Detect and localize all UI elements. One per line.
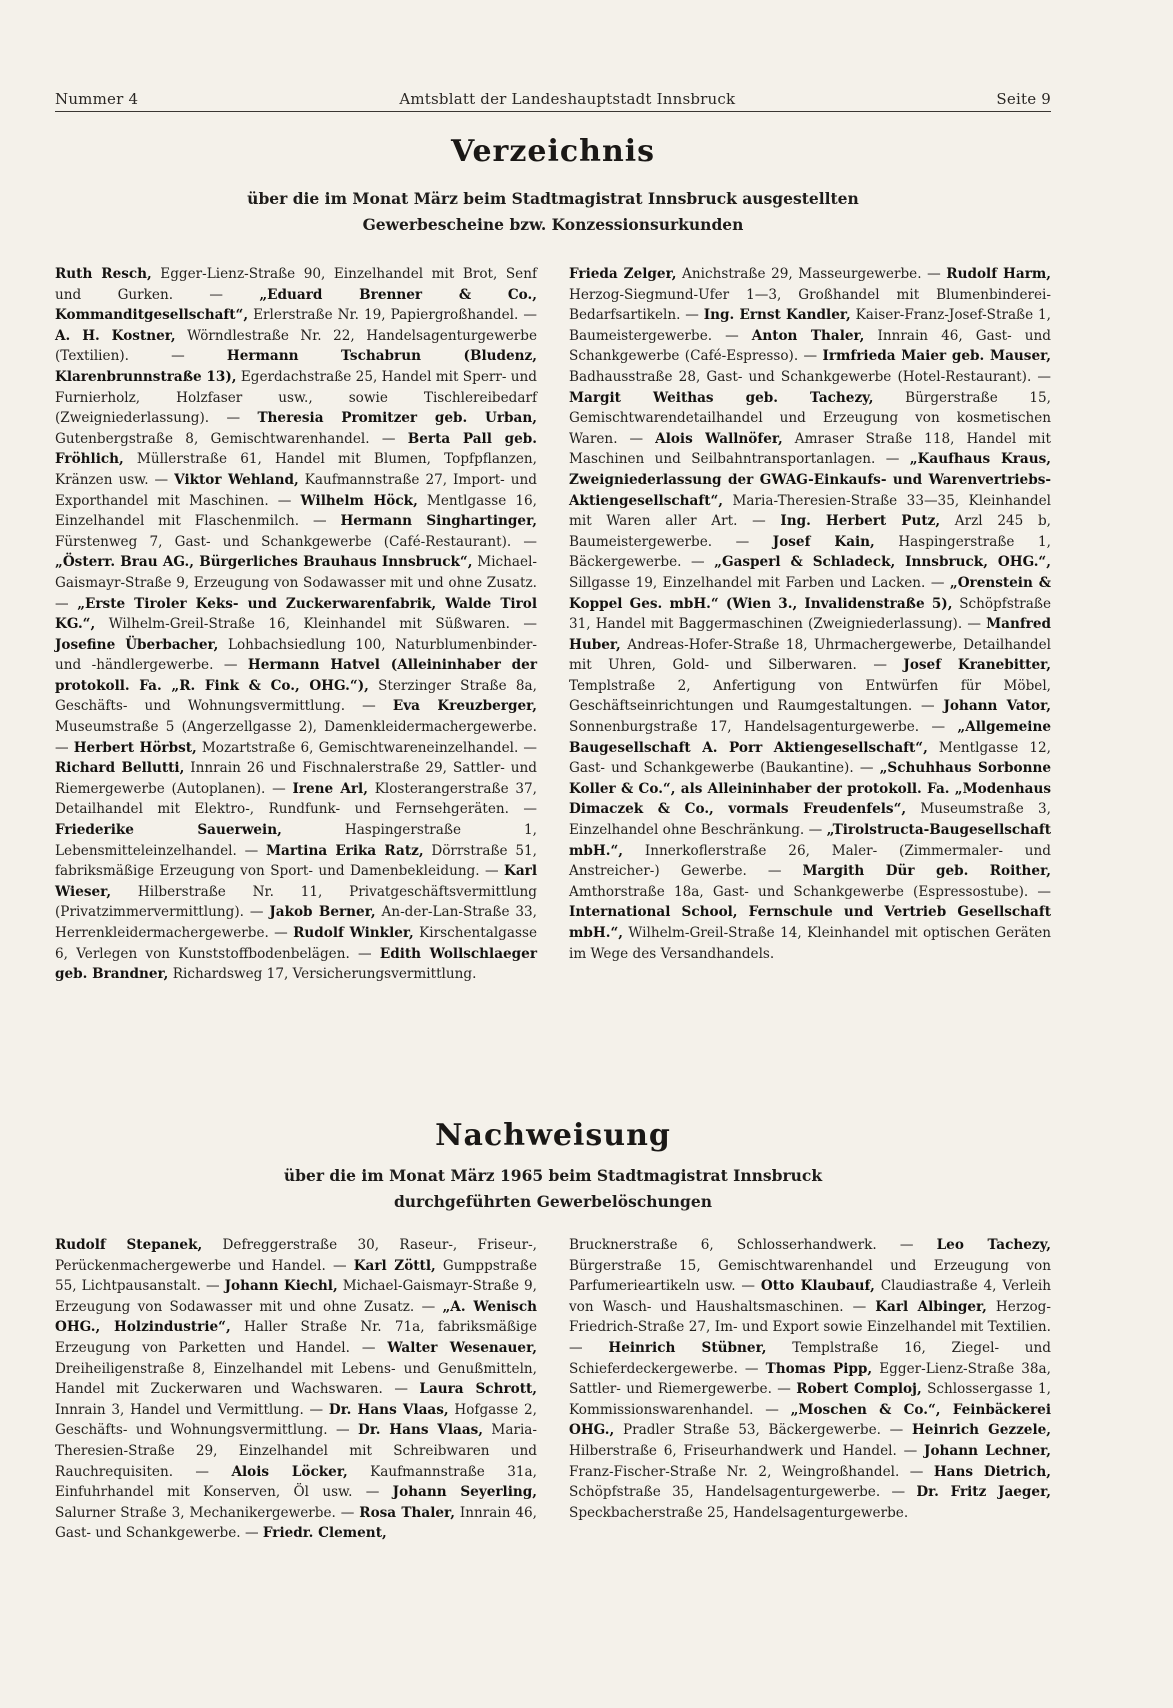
register-entry — [55, 596, 537, 633]
page-header — [55, 86, 1051, 108]
entry-name: Rudolf Stepanek, — [55, 1237, 203, 1253]
entry-name: Rudolf Winkler, — [293, 925, 414, 941]
entry-name: Margit Weithas geb. Tachezy, — [569, 389, 874, 406]
entry-text: Egger-Lienz-Straße 38a, Sattler- und Riemergewerbe. — [569, 1360, 1051, 1398]
entry-text: Templstraße 2, Anfertigung von Entwürfen für Möbel, Geschäftseinrichtungen und Raumgestaltungen. — [569, 677, 1051, 715]
entry-separator: — — [1031, 368, 1052, 385]
entry-name: Karl Wieser, — [55, 863, 537, 900]
entry-text: Richardsweg 17, Versicherungsvermittlung. — [168, 966, 477, 983]
entry-text: Innerkoflerstraße 26, Maler- (Zimmermaler- und Anstreicher-) Gewerbe. — [569, 842, 1051, 880]
entry-name: Jakob Berner, — [269, 904, 376, 921]
entry-separator: — — [265, 780, 293, 797]
entry-text: Herzog-Friedrich-Straße 27, Im- und Export sowie Einzelhandel mit Textilien. — [569, 1298, 1051, 1336]
register-entry — [55, 554, 537, 591]
entry-text: Badhausstraße 28, Gast- und Schankgewerbe (Hotel-Restaurant). — [569, 368, 1032, 385]
subtitle-line: Gewerbescheine bzw. Konzessionsurkunden — [362, 215, 744, 234]
entry-separator: — — [880, 1484, 917, 1501]
register-entry — [569, 266, 922, 282]
entry-separator: — — [236, 842, 266, 859]
entry-name: Anton Thaler, — [751, 327, 865, 344]
entry-separator: — — [921, 266, 947, 282]
entry-text: Dreiheiligenstraße 8, Einzelhandel mit Lebens- und Genußmitteln, Handel mit Zuckerwaren und Wachswaren. — [55, 1360, 537, 1398]
entry-separator: — — [912, 698, 944, 715]
entry-text: Hilberstraße Nr. 11, Privatgeschäftsvermittlung (Privatzimmervermittlung). — [55, 883, 537, 921]
entry-separator: — — [335, 1504, 360, 1521]
entry-separator: — — [508, 801, 537, 818]
section-subtitle-verzeichnis — [55, 186, 1051, 238]
entry-name: Johann Seyerling, — [392, 1484, 537, 1501]
entry-separator: — — [128, 348, 227, 365]
section-title-nachweisung: Nachweisung — [435, 1118, 671, 1153]
entry-text: Templstraße 16, Ziegel- und Schieferdeckergewerbe. — [569, 1339, 1052, 1377]
entry-separator: — — [919, 719, 958, 736]
entry-separator: — — [209, 410, 258, 427]
entry-text: Claudiastraße 4, Verleih von Wasch- und Haushaltsmaschinen. — [569, 1278, 1051, 1315]
entry-separator: — — [856, 657, 904, 674]
entry-name: Johann Vator, — [943, 698, 1051, 715]
entry-text: Pradler Straße 53, Bäckergewerbe. — [614, 1422, 881, 1439]
entry-name: Ruth Resch, — [55, 266, 152, 282]
publication-title: Amtsblatt der Landeshauptstadt Innsbruck — [399, 90, 736, 108]
entry-name: „Moschen & Co.“, Feinbäckerei OHG., — [569, 1401, 1051, 1439]
entry-text: Schöpfstraße 31, Handel mit Baggermaschinen (Zweigniederlassung). — [569, 595, 1051, 633]
entry-separator: — — [1028, 883, 1051, 900]
entry-text: Amraser Straße 118, Handel mit Maschinen und Seilbahntransportanlagen. — [569, 430, 1051, 468]
entry-text: Gumppstraße 55, Lichtpausanstalt. — [55, 1257, 537, 1295]
entry-separator: — — [327, 1422, 359, 1439]
entry-name: Karl Zöttl, — [353, 1257, 436, 1274]
entry-separator: — — [352, 1484, 393, 1501]
entry-text: Michael-Gaismayr-Straße 9, Erzeugung von Sodawasser mit und ohne Zusatz. — [55, 554, 538, 591]
entry-text: Hilberstraße 6, Friseurhandwerk und Handel. — [569, 1442, 897, 1459]
entry-separator: — — [875, 451, 910, 468]
entry-separator: — — [804, 822, 827, 839]
entry-name: Ing. Ernst Kandler, — [703, 307, 851, 324]
entry-text: Herzog-Siegmund-Ufer 1—3, Großhandel mit Blumenbinderei-Bedarfsartikeln. — [569, 286, 1051, 324]
section-subtitle-nachweisung — [55, 1163, 1051, 1215]
entry-separator: — — [843, 1298, 876, 1315]
subtitle-line: durchgeführten Gewerbelöschungen — [393, 1192, 713, 1211]
entry-name: Eva Kreuzberger, — [392, 698, 538, 715]
entry-text: Arzl 245 b, Baumeistergewerbe. — [569, 513, 1051, 550]
entry-name: Berta Pall geb. Fröhlich, — [55, 430, 537, 468]
entry-text: Hofgasse 2, Geschäfts- und Wohnungsvermittlung. — [55, 1401, 537, 1439]
entry-name: Rosa Thaler, — [359, 1504, 455, 1521]
entry-name: „Österr. Brau AG., Bürgerliches Brauhaus Innsbruck“, — [55, 554, 473, 571]
entry-name: Friedr. Clement, — [262, 1525, 387, 1542]
entry-name: Alois Löcker, — [231, 1463, 348, 1480]
entry-text: An-der-Lan-Straße 33, Herrenkleidermachergewerbe. — [55, 904, 537, 941]
entry-separator: — — [746, 863, 803, 880]
entry-name: Heinrich Stübner, — [608, 1339, 767, 1356]
entry-text: Museumstraße 5 (Angerzellgasse 2), Damenkleidermachergewerbe. — [55, 719, 537, 736]
entry-text: Bürgerstraße 15, Gemischtwarendetailhandel und Erzeugung von kosmetischen Waren. — [569, 389, 1051, 447]
entry-separator: — — [173, 1463, 232, 1480]
entry-separator: — — [200, 1278, 225, 1295]
entry-text: Defreggerstraße 30, Raseur-, Friseur-, Perückenmachergewerbe und Handel. — [55, 1237, 537, 1274]
entry-separator: — — [569, 1339, 609, 1356]
entry-text: Erlerstraße Nr. 19, Papiergroßhandel. — [248, 307, 519, 324]
entry-separator: — — [349, 945, 380, 962]
entry-name: International School, Fernschule und Vertrieb Gesellschaft mbH.“, — [569, 904, 1051, 941]
entry-name: „A. Wenisch OHG., Holzindustrie“, — [55, 1298, 537, 1336]
entry-name: Thomas Pipp, — [765, 1360, 873, 1377]
register-entry — [74, 740, 519, 756]
entry-name: Johann Lechner, — [924, 1442, 1051, 1459]
entry-name: Walter Wesenauer, — [387, 1339, 537, 1356]
entry-separator: — — [896, 1442, 925, 1459]
entry-name: Edith Wollschlaeger geb. Brandner, — [55, 945, 537, 983]
entry-text: Haller Straße Nr. 71a, fabriksmäßige Erzeugung von Parketten und Handel. — [55, 1319, 537, 1356]
entry-text: Speckbacherstraße 25, Handelsagenturgewerbe. — [569, 1504, 909, 1521]
verzeichnis-columns — [55, 264, 1051, 985]
entry-text: Innrain 3, Handel und Vermittlung. — [55, 1401, 304, 1418]
nachweisung-column-right — [569, 1235, 1051, 1544]
entry-text: Egerdachstraße 25, Handel mit Sperr- und Furnierholz, Holzfaser usw., sowie Tischlereibedarf (Zweigniederlassung). — [55, 368, 537, 427]
entry-name: Karl Albinger, — [875, 1298, 987, 1315]
entry-text: Haspingerstraße 1, Bäckergewerbe. — [569, 533, 1051, 571]
entry-name: Alois Wallnöfer, — [655, 430, 783, 447]
entry-text: Klosterangerstraße 37, Detailhandel mit Elektro-, Rundfunk- und Fernsehgeräten. — [55, 780, 537, 818]
entry-separator: — — [325, 1257, 354, 1274]
entry-text: Schlossergasse 1, Kommissionswarenhandel. — [569, 1381, 1051, 1418]
entry-separator: — — [617, 430, 656, 447]
entry-separator: — — [712, 327, 752, 344]
entry-separator: — — [173, 286, 260, 303]
entry-name: „Orenstein & Koppel Ges. mbH.“ (Wien 3., Invalidenstraße 5), — [569, 574, 1051, 612]
entry-separator: — — [737, 1360, 766, 1377]
entry-separator: — — [148, 471, 175, 488]
entry-separator: — — [240, 1525, 263, 1542]
entry-name: Hans Dietrich, — [933, 1463, 1051, 1480]
entry-name: Ing. Herbert Putz, — [780, 513, 941, 530]
entry-text: Müllerstraße 61, Handel mit Blumen, Topfpflanzen, Kränzen usw. — [55, 451, 537, 488]
entry-separator: — — [518, 739, 537, 756]
entry-separator: — — [243, 904, 270, 921]
entry-name: „Tirolstructa-Baugesellschaft mbH.“, — [569, 822, 1051, 859]
entry-separator: — — [268, 492, 301, 509]
nachweisung-columns — [55, 1235, 1051, 1544]
entry-name: Josef Kain, — [772, 533, 875, 550]
entry-name: „Eduard Brenner & Co., Kommanditgesellschaft“, — [55, 286, 537, 324]
entry-separator: — — [213, 657, 248, 674]
header-divider — [55, 111, 1051, 112]
subtitle-line: über die im Monat März beim Stadtmagistrat Innsbruck ausgestellten — [247, 189, 859, 208]
entry-separator: — — [899, 1463, 934, 1480]
entry-separator: — — [735, 1278, 761, 1295]
entry-name: „Kaufhaus Kraus, Zweigniederlassung der GWAG-Einkaufs- und Warenvertriebs-Aktiengesellschaft“, — [569, 451, 1051, 509]
entry-separator: — — [511, 533, 537, 550]
entry-separator: — — [303, 1401, 329, 1418]
entry-separator: — — [518, 307, 537, 324]
entry-text: Fürstenweg 7, Gast- und Schankgewerbe (Café-Restaurant). — [55, 533, 512, 550]
entry-name: A. H. Kostner, — [55, 327, 176, 344]
entry-name: „Allgemeine Baugesellschaft A. Porr Aktiengesellschaft“, — [569, 719, 1051, 756]
entry-name: Dr. Hans Vlaas, — [358, 1422, 484, 1439]
entry-name: Irene Arl, — [292, 780, 368, 797]
entry-text: Wilhelm-Greil-Straße 16, Kleinhandel mit Süßwaren. — [95, 616, 510, 633]
entry-name: Theresia Promitzer geb. Urban, — [257, 410, 537, 427]
entry-text: Franz-Fischer-Straße Nr. 2, Weingroßhandel. — [569, 1463, 900, 1480]
register-entry — [569, 1237, 877, 1253]
entry-name: Heinrich Gezzele, — [911, 1422, 1051, 1439]
entry-name: Dr. Hans Vlaas, — [328, 1401, 449, 1418]
entry-text: Michael-Gaismayr-Straße 9, Erzeugung von Sodawasser mit und ohne Zusatz. — [55, 1278, 537, 1315]
entry-separator: — — [479, 863, 505, 880]
entry-separator: — — [712, 533, 773, 550]
entry-separator: — — [268, 925, 294, 941]
entry-name: Richard Bellutti, — [55, 760, 185, 777]
entry-separator: — — [55, 739, 74, 756]
entry-name: Frieda Zelger, — [569, 266, 677, 282]
entry-text: Gutenbergstraße 8, Gemischtwarenhandel. — [55, 430, 370, 447]
entry-name: Josefine Überbacher, — [55, 636, 219, 653]
verzeichnis-column-right — [569, 264, 1051, 985]
entry-separator: — — [876, 1237, 937, 1253]
entry-name: Leo Tachezy, — [936, 1237, 1051, 1253]
entry-text: Maria-Theresien-Straße 29, Einzelhandel mit Schreibwaren und Rauchrequisiten. — [55, 1422, 537, 1480]
entry-text: Dörrstraße 51, fabriksmäßige Erzeugung von Sport- und Damenbekleidung. — [55, 842, 537, 880]
entry-separator: — — [345, 698, 393, 715]
entry-separator: — — [771, 1381, 797, 1398]
entry-text: Wilhelm-Greil-Straße 14, Kleinhandel mit optischen Geräten im Wege des Versandhandels. — [569, 925, 1051, 962]
entry-text: Sillgasse 19, Einzelhandel mit Farben und Lacken. — [569, 574, 926, 591]
entry-name: Hermann Tschabrun (Bludenz, Klarenbrunnstraße 13), — [55, 348, 537, 385]
entry-name: Manfred Huber, — [569, 616, 1051, 653]
entry-name: Margith Dür geb. Roither, — [802, 863, 1051, 880]
entry-text: Amthorstraße 18a, Gast- und Schankgewerbe (Espressostube). — [569, 883, 1029, 900]
entry-text: Innrain 46, Gast- und Schankgewerbe. — [55, 1504, 537, 1542]
entry-separator: — — [753, 1401, 791, 1418]
entry-name: Wilhelm Höck, — [300, 492, 418, 509]
entry-text: Museumstraße 3, Einzelhandel ohne Beschränkung. — [569, 801, 1051, 839]
entry-name: Rudolf Harm, — [946, 266, 1051, 282]
entry-separator: — — [382, 1381, 420, 1398]
verzeichnis-column-left — [55, 264, 537, 985]
entry-separator: — — [414, 1298, 443, 1315]
entry-name: „Gasperl & Schladeck, Innsbruck, OHG.“, — [714, 554, 1051, 571]
entry-name: Hermann Singhartinger, — [340, 513, 537, 530]
entry-separator: — — [681, 554, 715, 571]
entry-text: Kaiser-Franz-Josef-Straße 1, Baumeistergewerbe. — [569, 307, 1051, 344]
entry-text: Kaufmannstraße 31a, Einfuhrhandel mit Konserven, Öl usw. — [55, 1463, 537, 1501]
nachweisung-column-left — [55, 1235, 537, 1544]
entry-separator: — — [962, 616, 987, 633]
entry-name: Dr. Fritz Jaeger, — [916, 1484, 1051, 1501]
entry-name: „Schuhhaus Sorbonne Koller & Co.“, als Alleininhaber der protokoll. Fa. „Modenhaus Dimaczek & Co., vormals Freudenfels“, — [569, 760, 1051, 818]
entry-separator: — — [349, 1339, 388, 1356]
entry-text: Anichstraße 29, Masseurgewerbe. — [676, 266, 922, 282]
entry-text: Mozartstraße 6, Gemischtwareneinzelhandel. — [196, 739, 519, 756]
entry-text: Egger-Lienz-Straße 90, Einzelhandel mit Brot, Senf und Gurken. — [55, 266, 538, 303]
entry-name: Otto Klaubauf, — [760, 1278, 875, 1295]
entry-separator: — — [880, 1422, 912, 1439]
entry-text: Sonnenburgstraße 17, Handelsagenturgewerbe. — [569, 719, 920, 736]
entry-text: Sterzinger Straße 8a, Geschäfts- und Wohnungsvermittlung. — [55, 677, 537, 715]
entry-separator: — — [737, 513, 781, 530]
entry-text: Salurner Straße 3, Mechanikergewerbe. — [55, 1504, 336, 1521]
entry-name: Josef Kranebitter, — [903, 657, 1052, 674]
entry-text: Maria-Theresien-Straße 33—35, Kleinhandel mit Waren aller Art. — [569, 492, 1051, 530]
entry-text: Lohbachsiedlung 100, Naturblumenbinder- und -händlergewerbe. — [55, 636, 537, 674]
entry-separator: — — [798, 348, 823, 365]
issue-number: Nummer 4 — [55, 90, 139, 108]
entry-text: Wörndlestraße Nr. 22, Handelsagenturgewerbe (Textilien). — [55, 327, 537, 365]
entry-separator: — — [299, 513, 341, 530]
register-entry — [263, 1525, 387, 1541]
entry-text: Mentlgasse 12, Gast- und Schankgewerbe (Baukantine). — [569, 739, 1051, 777]
entry-text: Bürgerstraße 15, Gemischtwarenhandel und Erzeugung von Parfumerieartikeln usw. — [569, 1257, 1051, 1295]
entry-name: Hermann Hatvel (Alleininhaber der protokoll. Fa. „R. Fink & Co., OHG.“), — [55, 657, 537, 694]
entry-name: Laura Schrott, — [419, 1381, 537, 1398]
entry-name: Robert Comploj, — [796, 1381, 922, 1398]
entry-separator: — — [369, 430, 408, 447]
entry-text: Schöpfstraße 35, Handelsagenturgewerbe. — [569, 1484, 881, 1501]
entry-name: Irmfrieda Maier geb. Mauser, — [822, 348, 1051, 365]
entry-text: Kirschentalgasse 6, Verlegen von Kunststoffbodenbelägen. — [55, 925, 537, 962]
entry-separator: — — [853, 760, 880, 777]
entry-text: Kaufmannstraße 27, Import- und Exporthandel mit Maschinen. — [55, 471, 537, 509]
entry-separator: — — [925, 574, 950, 591]
entry-separator: — — [680, 307, 704, 324]
entry-name: Friederike Sauerwein, — [55, 822, 282, 839]
entry-separator: — — [509, 616, 538, 633]
entry-text: Andreas-Hofer-Straße 18, Uhrmachergewerbe, Detailhandel mit Uhren, Gold- und Silberwaren. — [569, 636, 1051, 674]
entry-text: Mentlgasse 16, Einzelhandel mit Flaschenmilch. — [55, 492, 537, 530]
register-entry — [569, 904, 1051, 961]
entry-name: Viktor Wehland, — [174, 471, 299, 488]
subtitle-line: über die im Monat März 1965 beim Stadtmagistrat Innsbruck — [283, 1166, 823, 1185]
entry-separator: — — [55, 595, 78, 612]
entry-text: Innrain 46, Gast- und Schankgewerbe (Café-Espresso). — [569, 327, 1051, 365]
entry-text: Innrain 26 und Fischnalerstraße 29, Sattler- und Riemergewerbe (Autoplanen). — [55, 760, 537, 797]
entry-text: Haspingerstraße 1, Lebensmitteleinzelhandel. — [55, 822, 537, 859]
section-title-verzeichnis: Verzeichnis — [450, 134, 656, 169]
page-number: Seite 9 — [996, 90, 1051, 108]
entry-name: Herbert Hörbst, — [73, 739, 197, 756]
entry-name: Johann Kiechl, — [224, 1278, 338, 1295]
entry-text: Brucknerstraße 6, Schlosserhandwerk. — [569, 1237, 877, 1253]
entry-name: „Erste Tiroler Keks- und Zuckerwarenfabrik, Walde Tirol KG.“, — [55, 595, 537, 633]
entry-name: Martina Erika Ratz, — [265, 842, 424, 859]
